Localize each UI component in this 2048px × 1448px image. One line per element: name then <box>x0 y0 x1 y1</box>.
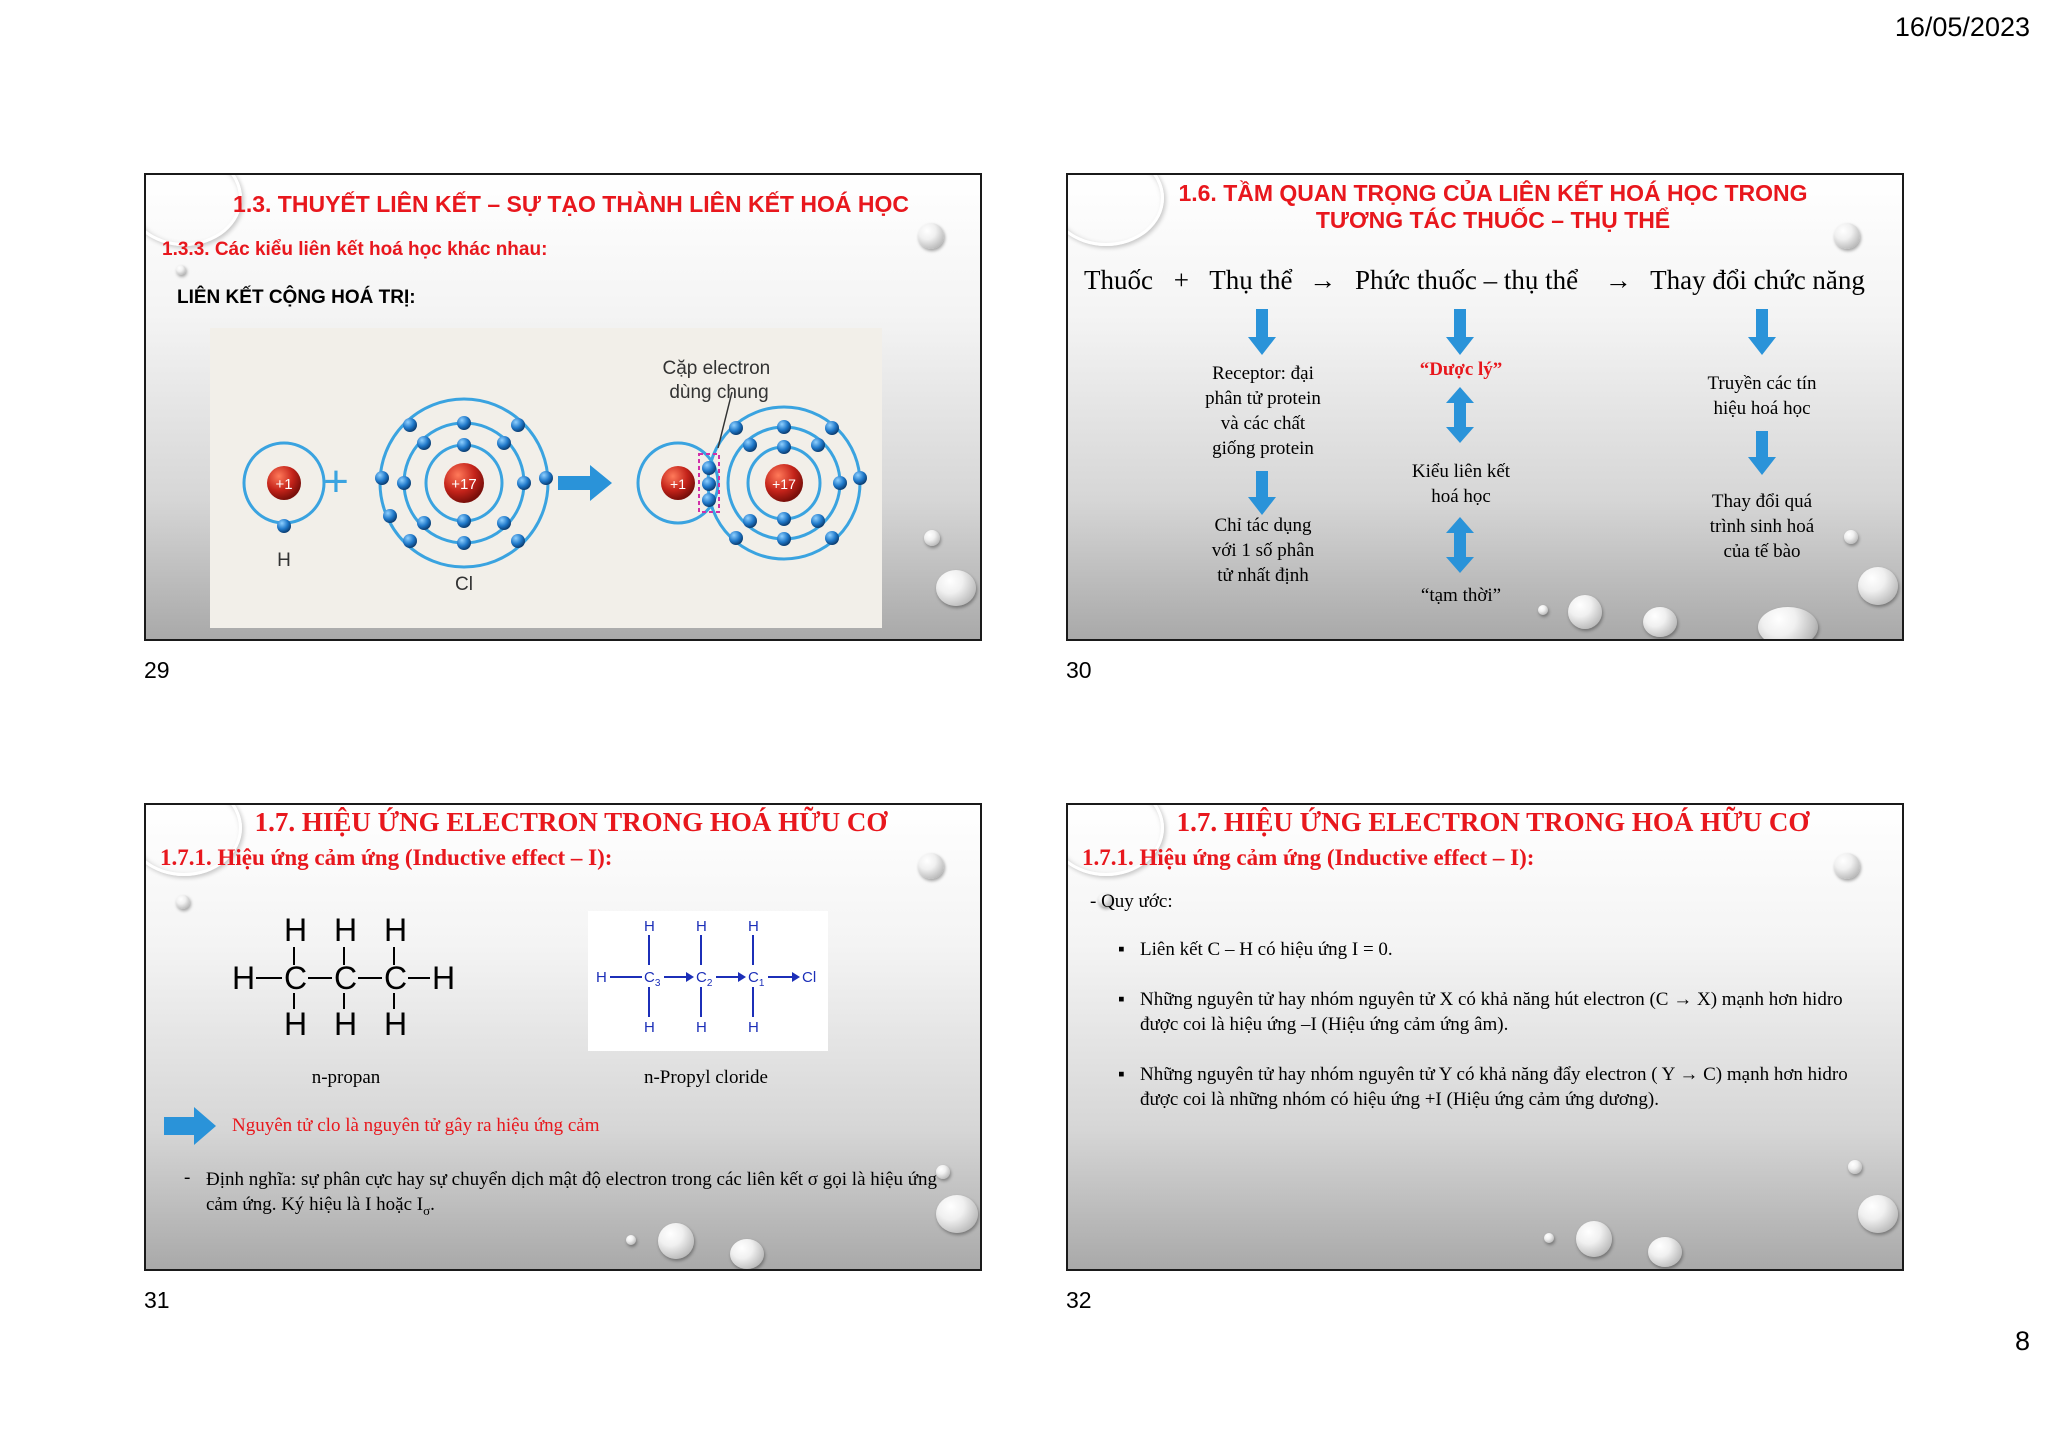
propane-structure <box>224 913 464 1037</box>
decorative-bubble <box>1858 1195 1898 1233</box>
slide-30 <box>1066 173 1904 641</box>
decorative-bubble <box>658 1223 694 1259</box>
flow-thu-the: Thụ thể <box>1209 265 1293 295</box>
svg-text:C1: $C_1$ <box>748 969 765 989</box>
svg-text:H: H <box>284 1006 308 1037</box>
svg-text:Cặp electron dùng chun <box>662 358 775 403</box>
propane-label: n-propan <box>311 1067 381 1088</box>
double-arrow-icon <box>1446 517 1474 573</box>
decorative-bubble <box>176 895 190 909</box>
h-charge: +1 <box>275 476 293 493</box>
decorative-bubble <box>176 265 186 275</box>
slide-number-32: 32 <box>1066 1287 1092 1313</box>
arrow-down-icon <box>1446 309 1474 355</box>
receptor-text: Receptor: đại phân tử protein và các chất giống protein <box>1205 363 1321 459</box>
shared-pair-label-line1: Cặp electron <box>662 358 771 379</box>
flow-thuoc: Thuốc <box>1084 265 1153 295</box>
decorative-bubble <box>730 1239 764 1269</box>
arrow-down-icon <box>1748 309 1776 355</box>
bullet-item: ▪ Những nguyên tử hay nhóm nguyên tử X có khả năng hút electron (C → X) mạnh hơn hidro được coi là hiệu ứng –I (Hiệu ứng cảm ứng âm). <box>1118 989 1843 1035</box>
arrow-down-icon <box>1248 309 1276 355</box>
slide-number-29: 29 <box>144 657 170 683</box>
decorative-bubble <box>924 530 940 546</box>
slide-title: 1.3. THUYẾT LIÊN KẾT – SỰ TẠO THÀNH LIÊN KẾT HOÁ HỌC <box>233 191 909 217</box>
decorative-bubble <box>1568 595 1602 629</box>
slide-subtitle: 1.7.1. Hiệu ứng cảm ứng (Inductive effect – I): <box>1082 845 1535 870</box>
slide-number-30: 30 <box>1066 657 1092 683</box>
double-arrow-icon <box>1446 387 1474 443</box>
bullet-item: ▪ Những nguyên tử hay nhóm nguyên tử Y có khả năng đẩy electron ( Y → C) mạnh hơn hidro được coi là những nhóm có hiệu ứng +I (Hiệu ứng cảm ứng dương). <box>1118 1064 1848 1110</box>
svg-text:H: H <box>232 960 256 996</box>
decorative-bubble <box>1758 607 1818 641</box>
propyl-chloride-formula <box>588 911 828 1051</box>
decorative-bubble <box>1544 1233 1554 1243</box>
svg-text:C2: $C_2$ <box>696 969 713 989</box>
definition-subscript: σ <box>423 1202 431 1218</box>
page-number: 8 <box>2014 1326 2030 1356</box>
definition-body: Định nghĩa: sự phân cực hay sự chuyển dịch mật độ electron trong các liên kết σ gọi là hiệu ứng cảm ứng. Ký hiệu là I hoặc I <box>206 1169 938 1215</box>
svg-text:+1: +1 <box>670 476 686 492</box>
arrow-down-icon <box>1248 471 1276 515</box>
cl-label: Cl <box>455 574 473 595</box>
svg-text:H: H <box>748 918 759 935</box>
signal-text: Truyền các tín hiệu hoá học <box>1707 373 1817 419</box>
svg-text:C: C <box>334 960 358 996</box>
svg-text:H: H <box>644 918 655 935</box>
pharmacology-label: “Dược lý” <box>1419 359 1503 380</box>
slide-title <box>1098 180 1888 234</box>
svg-text:H: H <box>334 1006 358 1037</box>
decorative-bubble <box>626 1235 636 1245</box>
arrow-down-icon <box>1748 431 1776 475</box>
svg-text:H: H <box>748 1019 759 1036</box>
svg-text:H: H <box>696 1019 707 1036</box>
decorative-bubble <box>1848 1160 1862 1174</box>
decorative-bubble <box>918 853 944 879</box>
slide-number-31: 31 <box>144 1287 170 1313</box>
slide-title: 1.7. HIỆU ỨNG ELECTRON TRONG HOÁ HỮU CƠ <box>1176 807 1810 837</box>
decorative-bubble <box>1844 530 1858 544</box>
bullet-item: ▪ Liên kết C – H có hiệu ứng I = 0. <box>1118 939 1393 960</box>
svg-text:H: H <box>696 918 707 935</box>
convention-label: - Quy ước: <box>1090 891 1173 912</box>
propyl-chloride-label: n-Propyl cloride <box>643 1067 768 1088</box>
definition-end: . <box>430 1194 435 1215</box>
slide-31 <box>144 803 982 1271</box>
svg-text:H: H <box>432 960 456 996</box>
svg-text:H: H <box>596 969 607 986</box>
decorative-bubble <box>1834 853 1860 879</box>
decorative-bubble <box>1858 567 1898 605</box>
covalent-bond-figure <box>210 328 882 628</box>
svg-text:H: H <box>334 913 358 948</box>
svg-text:H: H <box>284 913 308 948</box>
slide-32 <box>1066 803 1904 1271</box>
svg-text:+17: +17 <box>772 476 796 492</box>
svg-text:H: H <box>384 913 408 948</box>
hcl-bond-diagram <box>210 328 882 628</box>
temporary-label: “tạm thời” <box>1420 585 1502 606</box>
svg-text:+: + <box>323 457 349 506</box>
slide-subtitle: 1.3.3. Các kiểu liên kết hoá học khác nhau: <box>162 239 548 260</box>
section-heading: LIÊN KẾT CỘNG HOÁ TRỊ: <box>177 287 416 308</box>
flow-plus: + <box>1173 265 1189 295</box>
flow-row <box>1084 265 1865 296</box>
specific-action-text: Chỉ tác dụng với 1 số phân tử nhất định <box>1211 515 1315 586</box>
biochem-change-text: Thay đổi quá trình sinh hoá của tế bào <box>1709 491 1815 562</box>
decorative-bubble <box>918 223 944 249</box>
chlorine-note: Nguyên tử clo là nguyên tử gây ra hiệu ứng cảm <box>232 1115 600 1136</box>
decorative-bubble <box>936 570 976 606</box>
flow-arrow-1: → <box>1309 265 1337 295</box>
bond-type-text: Kiểu liên kết hoá học <box>1411 461 1511 507</box>
document-date: 16/05/2023 <box>1894 12 2030 42</box>
slide-29 <box>144 173 982 641</box>
svg-text:C3: $C_3$ <box>644 969 661 989</box>
slide-title-line2: TƯƠNG TÁC THUỐC – THỤ THỂ <box>1315 207 1671 233</box>
decorative-bubble <box>1643 607 1677 637</box>
definition-dash: - <box>184 1167 191 1188</box>
svg-text:H: H <box>644 1019 655 1036</box>
decorative-bubble <box>1648 1237 1682 1267</box>
svg-text:C: C <box>384 960 408 996</box>
arrow-right-icon <box>164 1107 216 1145</box>
flow-phuc: Phức thuốc – thụ thể <box>1354 265 1579 295</box>
slide-title-line1: 1.6. TẦM QUAN TRỌNG CỦA LIÊN KẾT HOÁ HỌC TRONG <box>1178 180 1808 206</box>
svg-text:H: H <box>384 1006 408 1037</box>
propyl-chloride-structure <box>588 911 828 1051</box>
slide-subtitle: 1.7.1. Hiệu ứng cảm ứng (Inductive effect – I): <box>160 845 613 870</box>
decorative-bubble <box>1576 1221 1612 1257</box>
decorative-bubble <box>1538 605 1548 615</box>
svg-text:Cl: Cl <box>802 969 817 986</box>
bullet-list <box>1118 937 1878 1112</box>
svg-text:C: C <box>284 960 308 996</box>
cl-charge: +17 <box>451 476 477 493</box>
flow-arrow-2: → <box>1604 265 1632 295</box>
h-label: H <box>277 550 291 571</box>
propane-formula <box>224 913 464 1037</box>
slide-title: 1.7. HIỆU ỨNG ELECTRON TRONG HOÁ HỮU CƠ <box>254 807 888 837</box>
definition-text <box>206 1167 946 1223</box>
flow-thay-doi: Thay đổi chức năng <box>1650 265 1865 295</box>
shared-pair-label-line2: dùng chung <box>669 382 769 403</box>
